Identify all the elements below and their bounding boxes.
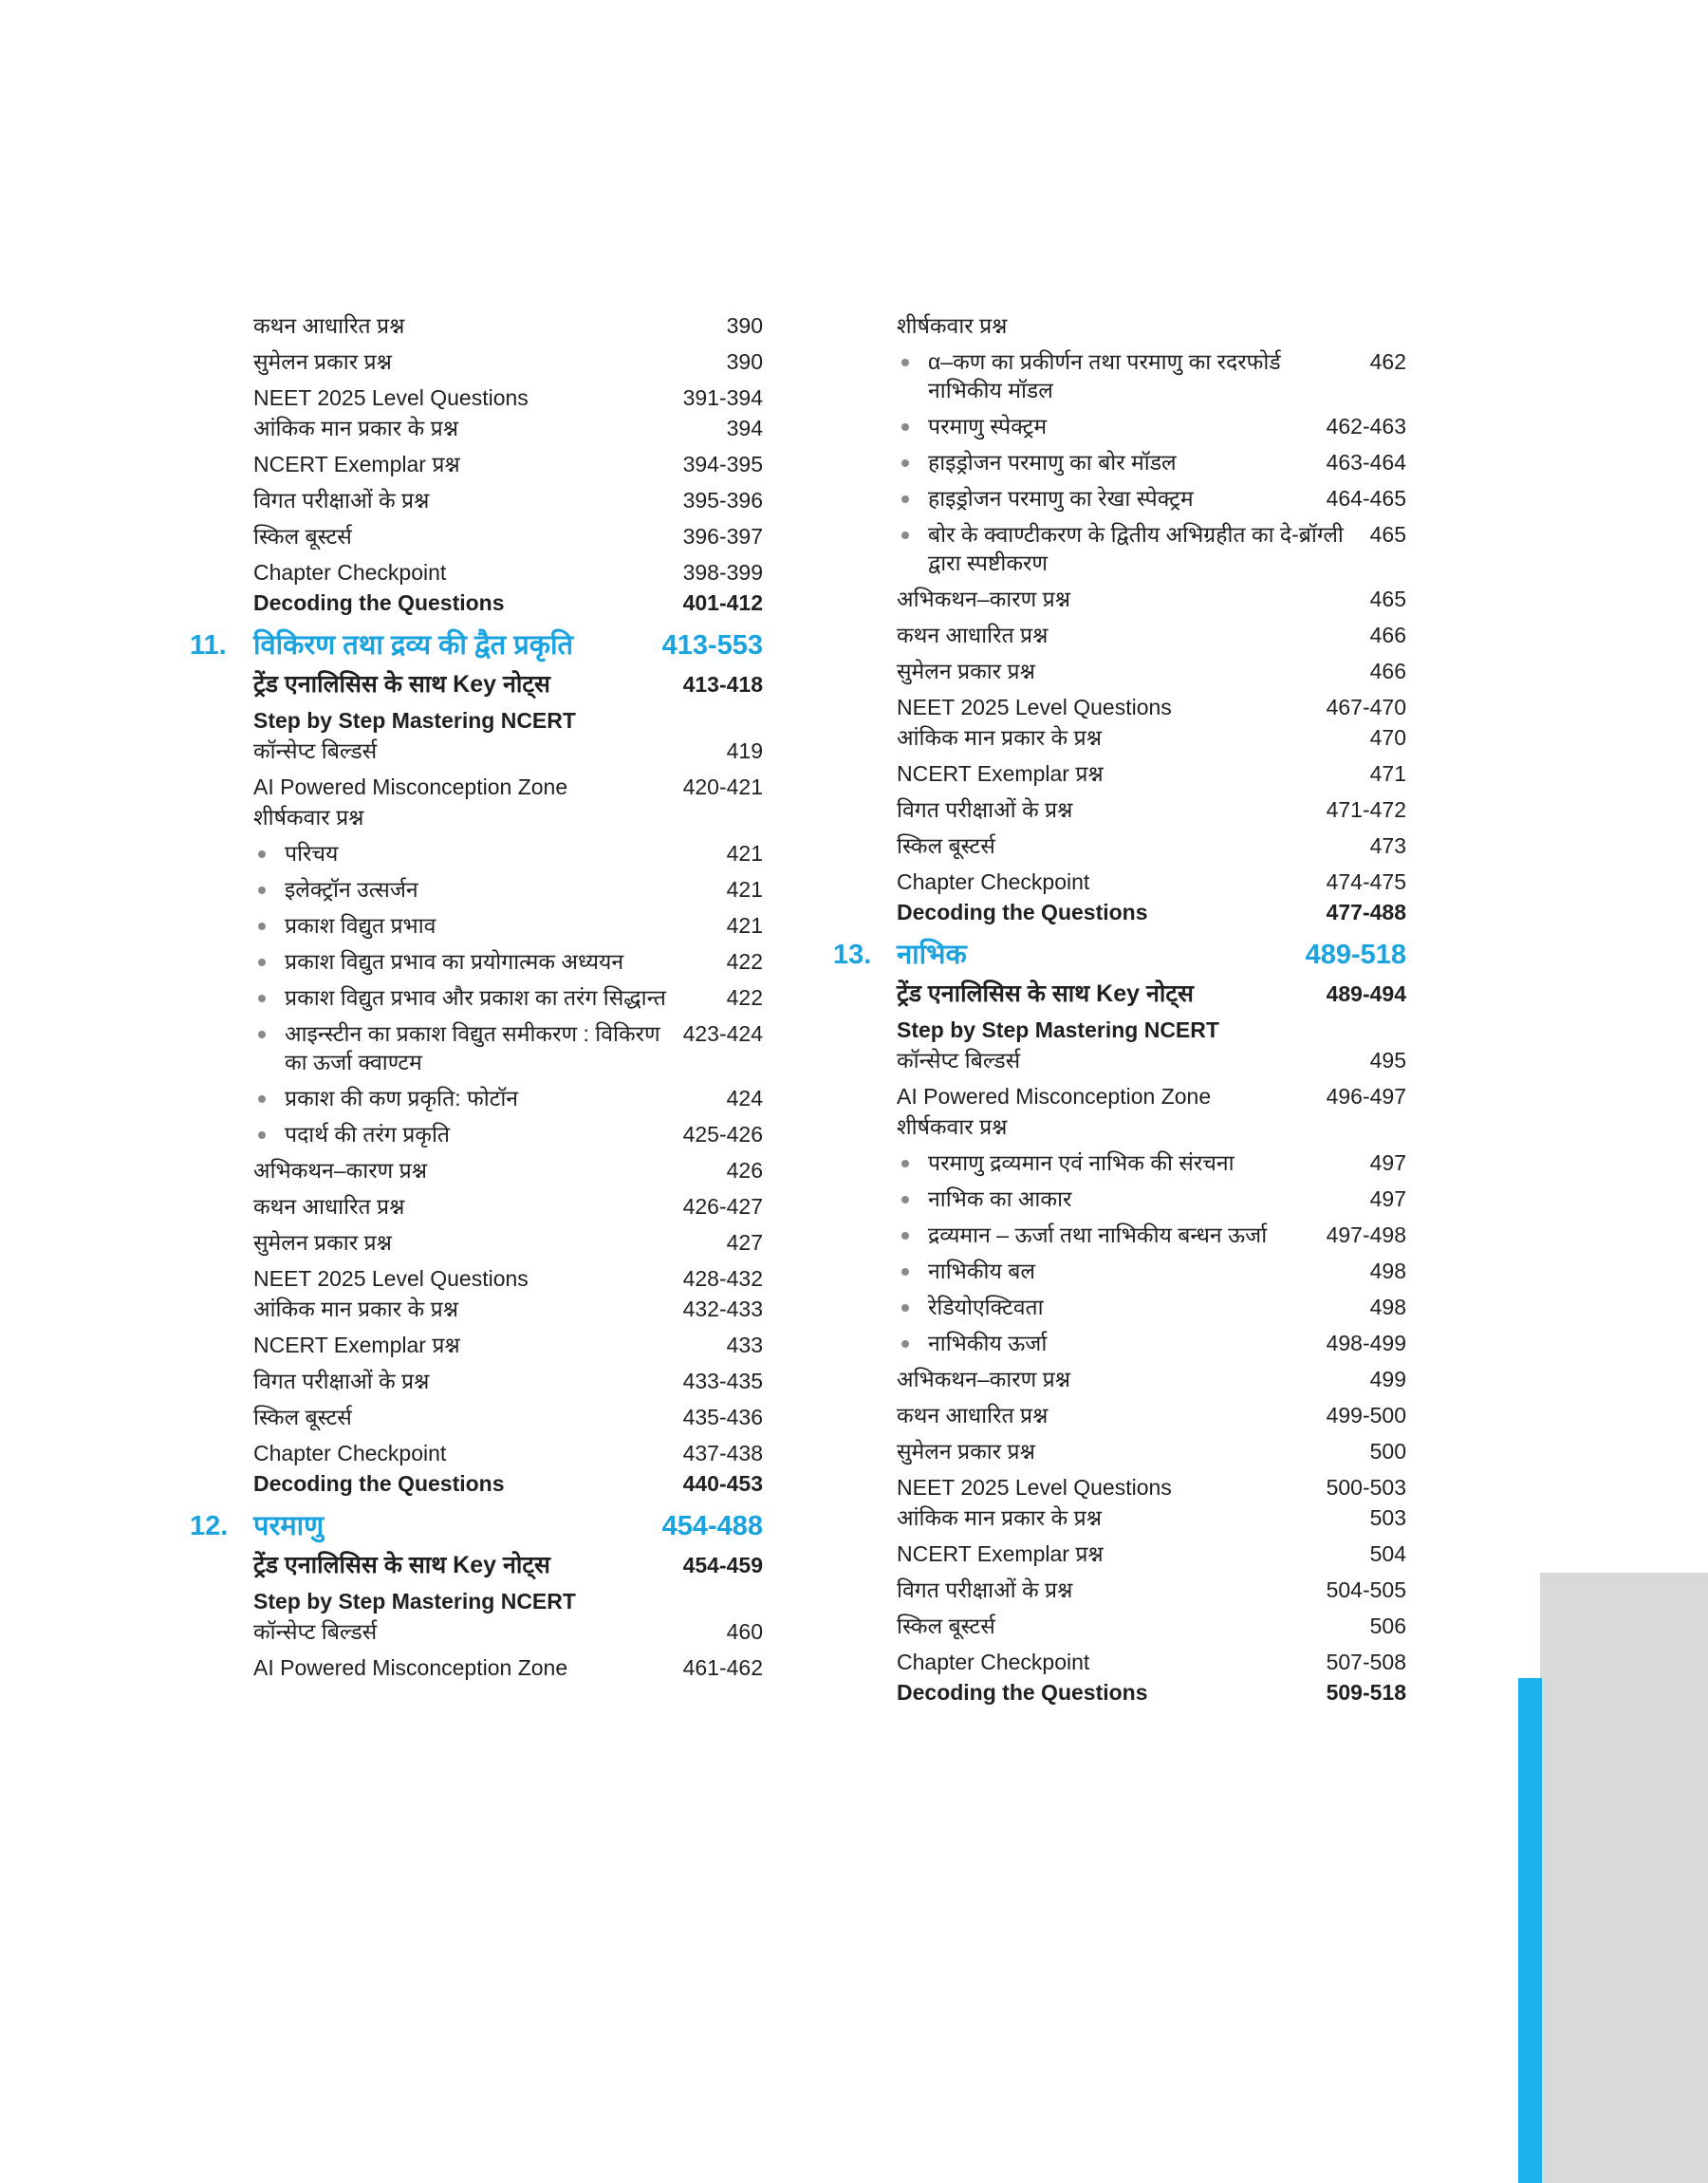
entry-title: आइन्स्टीन का प्रकाश विद्युत समीकरण : विकिरण का ऊर्जा क्वाण्टम — [190, 1019, 670, 1076]
entry-title: इलेक्ट्रॉन उत्सर्जन — [190, 875, 714, 904]
entry-title: स्किल बूस्टर्स — [897, 1614, 995, 1638]
entry-page: 390 — [726, 349, 763, 374]
entry-title: शीर्षकवार प्रश्न — [897, 313, 1008, 338]
entry-title: विगत परीक्षाओं के प्रश्न — [253, 1369, 430, 1393]
toc-bullet-item — [190, 1120, 763, 1148]
entry-page: 507-508 — [1326, 1650, 1406, 1674]
entry-page: 423-424 — [682, 1021, 763, 1046]
entry-title: सुमेलन प्रकार प्रश्न — [897, 1439, 1035, 1464]
entry-title: NEET 2025 Level Questions — [897, 1475, 1172, 1500]
entry-title: प्रकाश विद्युत प्रभाव का प्रयोगात्मक अध्ययन — [190, 947, 714, 976]
entry-page: 461-462 — [682, 1655, 763, 1680]
toc-bullet-item — [833, 484, 1406, 513]
entry-title: पदार्थ की तरंग प्रकृति — [190, 1120, 670, 1148]
toc-entry — [833, 1539, 1406, 1568]
entry-page: 419 — [726, 738, 763, 763]
toc-entry — [190, 1295, 763, 1323]
entry-page: 396-397 — [682, 524, 763, 549]
entry-title: NCERT Exemplar प्रश्न — [253, 1333, 460, 1357]
entry-page: 498 — [1369, 1259, 1406, 1283]
entry-title: Decoding the Questions — [253, 1471, 505, 1496]
toc-entry — [190, 670, 763, 699]
chapter-number: 11. — [190, 630, 227, 661]
toc-bullet-item — [190, 911, 763, 940]
toc-entry — [833, 795, 1406, 824]
entry-title: सुमेलन प्रकार प्रश्न — [897, 659, 1035, 683]
toc-entry — [833, 311, 1406, 340]
toc-entry — [833, 1082, 1406, 1110]
toc-bullet-item — [833, 1293, 1406, 1321]
entry-title: स्किल बूस्टर्स — [253, 524, 352, 549]
toc-entry — [833, 1112, 1406, 1141]
entry-page: 462-463 — [1326, 414, 1406, 438]
entry-title: कथन आधारित प्रश्न — [253, 313, 405, 338]
entry-title: Step by Step Mastering NCERT — [253, 708, 576, 733]
entry-page: 420-421 — [682, 774, 763, 799]
chapter-title: विकिरण तथा द्रव्य की द्वैत प्रकृति — [253, 630, 574, 661]
entry-page: 422 — [726, 985, 763, 1010]
toc-bullet-item — [190, 875, 763, 904]
entry-page: 460 — [726, 1619, 763, 1644]
toc-entry — [833, 1612, 1406, 1640]
toc-entry — [190, 347, 763, 376]
toc-bullet-item — [190, 1084, 763, 1112]
entry-title: कथन आधारित प्रश्न — [897, 1403, 1049, 1427]
toc-entry — [833, 1503, 1406, 1532]
entry-page: 498-499 — [1326, 1331, 1406, 1355]
entry-title: ट्रेंड एनालिसिस के साथ Key नोट्स — [253, 1552, 550, 1578]
toc-entry — [190, 558, 763, 587]
toc-entry — [833, 1046, 1406, 1074]
entry-title: स्किल बूस्टर्स — [253, 1405, 352, 1429]
toc-entry — [833, 1678, 1406, 1707]
entry-title: सुमेलन प्रकार प्रश्न — [253, 1230, 392, 1255]
entry-title: परमाणु स्पेक्ट्रम — [833, 412, 1313, 440]
entry-page: 496-497 — [1326, 1084, 1406, 1109]
toc-entry — [190, 1551, 763, 1579]
entry-page: 421 — [726, 841, 763, 866]
toc-entry — [190, 311, 763, 340]
entry-title: बोर के क्वाण्टीकरण के द्वितीय अभिग्रहीत का दे-ब्रॉग्ली द्वारा स्पष्टीकरण — [833, 520, 1357, 577]
entry-title: AI Powered Misconception Zone — [253, 774, 568, 799]
toc-entry — [190, 1156, 763, 1185]
entry-title: प्रकाश की कण प्रकृति: फोटॉन — [190, 1084, 714, 1112]
entry-page: 477-488 — [1326, 900, 1406, 924]
toc-bullet-item — [833, 412, 1406, 440]
chapter-title: परमाणु — [253, 1511, 325, 1541]
entry-page: 395-396 — [682, 488, 763, 513]
entry-title: NEET 2025 Level Questions — [897, 695, 1172, 719]
toc-entry — [190, 1331, 763, 1359]
entry-page: 500 — [1369, 1439, 1406, 1464]
toc-entry — [833, 621, 1406, 649]
entry-page: 454-459 — [682, 1553, 763, 1577]
entry-title: ट्रेंड एनालिसिस के साथ Key नोट्स — [253, 671, 550, 698]
entry-page: 497 — [1369, 1186, 1406, 1211]
entry-title: विगत परीक्षाओं के प्रश्न — [897, 797, 1073, 822]
toc-entry — [190, 1264, 763, 1293]
entry-page: 498 — [1369, 1295, 1406, 1319]
chapter-heading — [190, 1509, 763, 1543]
toc-entry — [190, 1228, 763, 1257]
toc-entry — [833, 868, 1406, 896]
entry-title: NCERT Exemplar प्रश्न — [897, 1541, 1104, 1566]
entry-title: Chapter Checkpoint — [897, 1650, 1090, 1674]
entry-title: कथन आधारित प्रश्न — [253, 1194, 405, 1219]
entry-title: NCERT Exemplar प्रश्न — [253, 452, 460, 476]
entry-title: रेडियोएक्टिवता — [833, 1293, 1357, 1321]
entry-title: Decoding the Questions — [253, 590, 505, 615]
entry-page: 425-426 — [682, 1122, 763, 1147]
toc-entry — [190, 1469, 763, 1498]
toc-entry — [833, 723, 1406, 752]
entry-title: विगत परीक्षाओं के प्रश्न — [253, 488, 430, 513]
entry-page: 497-498 — [1326, 1222, 1406, 1247]
entry-page: 466 — [1369, 659, 1406, 683]
toc-entry — [190, 1192, 763, 1221]
toc-entry — [190, 1439, 763, 1467]
entry-title: हाइड्रोजन परमाणु का बोर मॉडल — [833, 448, 1313, 476]
entry-title: NEET 2025 Level Questions — [253, 1266, 529, 1291]
entry-title: परिचय — [190, 839, 714, 868]
toc-entry — [190, 486, 763, 514]
entry-title: आंकिक मान प्रकार के प्रश्न — [253, 416, 458, 440]
entry-title: Chapter Checkpoint — [253, 1441, 447, 1465]
entry-title: आंकिक मान प्रकार के प्रश्न — [897, 1505, 1102, 1530]
toc-right-column — [833, 311, 1406, 1714]
entry-title: द्रव्यमान – ऊर्जा तथा नाभिकीय बन्धन ऊर्जा — [833, 1221, 1313, 1249]
entry-page: 471-472 — [1326, 797, 1406, 822]
entry-title: शीर्षकवार प्रश्न — [897, 1114, 1008, 1139]
toc-entry — [833, 1473, 1406, 1502]
toc-bullet-item — [833, 1148, 1406, 1177]
toc-left-column — [190, 311, 763, 1689]
toc-entry — [833, 585, 1406, 613]
toc-entry — [190, 450, 763, 478]
entry-title: कथन आधारित प्रश्न — [897, 623, 1049, 647]
entry-title: NCERT Exemplar प्रश्न — [897, 761, 1104, 786]
entry-title: सुमेलन प्रकार प्रश्न — [253, 349, 392, 374]
toc-bullet-item — [833, 1221, 1406, 1249]
toc-entry — [833, 657, 1406, 685]
entry-page: 394 — [726, 416, 763, 440]
entry-page: 394-395 — [682, 452, 763, 476]
entry-page: 500-503 — [1326, 1475, 1406, 1500]
entry-title: Step by Step Mastering NCERT — [897, 1017, 1219, 1042]
entry-page: 471 — [1369, 761, 1406, 786]
entry-title: अभिकथन–कारण प्रश्न — [897, 587, 1071, 611]
toc-entry — [833, 759, 1406, 788]
toc-entry — [833, 898, 1406, 926]
entry-page: 391-394 — [682, 385, 763, 410]
entry-page: 467-470 — [1326, 695, 1406, 719]
entry-page: 504-505 — [1326, 1577, 1406, 1602]
entry-title: नाभिकीय बल — [833, 1257, 1357, 1285]
chapter-heading — [190, 628, 763, 662]
toc-entry — [833, 831, 1406, 860]
toc-entry — [833, 693, 1406, 721]
entry-title: नाभिक का आकार — [833, 1185, 1357, 1213]
toc-entry — [833, 1576, 1406, 1604]
toc-bullet-item — [833, 347, 1406, 404]
side-tab-blue — [1518, 1678, 1542, 2183]
entry-page: 437-438 — [682, 1441, 763, 1465]
chapter-number: 13. — [833, 940, 872, 970]
chapter-heading — [833, 938, 1406, 972]
entry-page: 464-465 — [1326, 486, 1406, 511]
entry-title: NEET 2025 Level Questions — [253, 385, 529, 410]
entry-page: 503 — [1369, 1505, 1406, 1530]
entry-title: नाभिकीय ऊर्जा — [833, 1329, 1313, 1357]
entry-page: 422 — [726, 949, 763, 974]
toc-entry — [190, 1367, 763, 1395]
chapter-pages: 489-518 — [1305, 940, 1406, 970]
entry-page: 470 — [1369, 725, 1406, 750]
entry-title: AI Powered Misconception Zone — [253, 1655, 568, 1680]
entry-title: कॉन्सेप्ट बिल्डर्स — [253, 738, 378, 763]
toc-entry — [190, 414, 763, 442]
toc-bullet-item — [833, 520, 1406, 577]
entry-title: कॉन्सेप्ट बिल्डर्स — [253, 1619, 378, 1644]
toc-bullet-item — [190, 947, 763, 976]
entry-page: 435-436 — [682, 1405, 763, 1429]
entry-title: कॉन्सेप्ट बिल्डर्स — [897, 1048, 1021, 1073]
entry-title: आंकिक मान प्रकार के प्रश्न — [253, 1297, 458, 1321]
entry-page: 433-435 — [682, 1369, 763, 1393]
entry-page: 465 — [1369, 587, 1406, 611]
toc-entry — [190, 1617, 763, 1646]
entry-title: अभिकथन–कारण प्रश्न — [897, 1367, 1071, 1391]
chapter-pages: 413-553 — [661, 630, 763, 661]
entry-title: हाइड्रोजन परमाणु का रेखा स्पेक्ट्रम — [833, 484, 1313, 513]
entry-title: Step by Step Mastering NCERT — [253, 1589, 576, 1614]
toc-entry — [833, 1401, 1406, 1429]
entry-page: 427 — [726, 1230, 763, 1255]
entry-page: 497 — [1369, 1150, 1406, 1175]
chapter-pages: 454-488 — [661, 1511, 763, 1541]
entry-title: शीर्षकवार प्रश्न — [253, 805, 364, 830]
entry-page: 398-399 — [682, 560, 763, 585]
entry-page: 401-412 — [682, 590, 763, 615]
entry-title: परमाणु द्रव्यमान एवं नाभिक की संरचना — [833, 1148, 1357, 1177]
toc-entry — [833, 1437, 1406, 1465]
entry-page: 421 — [726, 913, 763, 938]
entry-page: 474-475 — [1326, 869, 1406, 894]
toc-bullet-item — [833, 1257, 1406, 1285]
entry-page: 495 — [1369, 1048, 1406, 1073]
entry-page: 473 — [1369, 833, 1406, 858]
entry-page: 413-418 — [682, 672, 763, 697]
entry-title: Decoding the Questions — [897, 900, 1148, 924]
toc-bullet-item — [833, 1185, 1406, 1213]
entry-page: 509-518 — [1326, 1680, 1406, 1705]
entry-title: AI Powered Misconception Zone — [897, 1084, 1212, 1109]
entry-title: Chapter Checkpoint — [897, 869, 1090, 894]
entry-page: 499-500 — [1326, 1403, 1406, 1427]
toc-entry — [190, 1653, 763, 1682]
side-tab-gray — [1540, 1573, 1708, 2183]
entry-page: 499 — [1369, 1367, 1406, 1391]
entry-page: 463-464 — [1326, 450, 1406, 475]
toc-entry — [190, 522, 763, 550]
toc-entry — [833, 980, 1406, 1008]
toc-entry — [190, 803, 763, 831]
toc-bullet-item — [833, 448, 1406, 476]
entry-page: 426-427 — [682, 1194, 763, 1219]
chapter-number: 12. — [190, 1511, 229, 1541]
entry-page: 432-433 — [682, 1297, 763, 1321]
toc-entry — [833, 1648, 1406, 1676]
entry-title: α–कण का प्रकीर्णन तथा परमाणु का रदरफोर्ड नाभिकीय मॉडल — [833, 347, 1357, 404]
entry-title: Decoding the Questions — [897, 1680, 1148, 1705]
entry-page: 466 — [1369, 623, 1406, 647]
entry-page: 428-432 — [682, 1266, 763, 1291]
entry-title: अभिकथन–कारण प्रश्न — [253, 1158, 428, 1183]
entry-title: आंकिक मान प्रकार के प्रश्न — [897, 725, 1102, 750]
entry-title: प्रकाश विद्युत प्रभाव और प्रकाश का तरंग सिद्धान्त — [190, 983, 714, 1012]
toc-entry — [190, 706, 763, 735]
toc-entry — [190, 1587, 763, 1615]
toc-bullet-item — [190, 1019, 763, 1076]
toc-bullet-item — [190, 983, 763, 1012]
toc-entry — [833, 1365, 1406, 1393]
entry-title: विगत परीक्षाओं के प्रश्न — [897, 1577, 1073, 1602]
toc-bullet-item — [190, 839, 763, 868]
entry-title: प्रकाश विद्युत प्रभाव — [190, 911, 714, 940]
toc-entry — [190, 383, 763, 412]
entry-title: ट्रेंड एनालिसिस के साथ Key नोट्स — [897, 980, 1194, 1007]
entry-page: 390 — [726, 313, 763, 338]
entry-page: 506 — [1369, 1614, 1406, 1638]
entry-page: 440-453 — [682, 1471, 763, 1496]
entry-title: स्किल बूस्टर्स — [897, 833, 995, 858]
entry-page: 421 — [726, 877, 763, 902]
entry-page: 426 — [726, 1158, 763, 1183]
entry-page: 462 — [1369, 349, 1406, 374]
entry-page: 489-494 — [1326, 981, 1406, 1006]
chapter-title: नाभिक — [897, 940, 967, 970]
toc-entry — [190, 737, 763, 765]
toc-entry — [190, 773, 763, 801]
toc-entry — [833, 1016, 1406, 1044]
entry-page: 465 — [1369, 522, 1406, 547]
toc-entry — [190, 588, 763, 617]
toc-bullet-item — [833, 1329, 1406, 1357]
entry-title: Chapter Checkpoint — [253, 560, 447, 585]
entry-page: 433 — [726, 1333, 763, 1357]
entry-page: 424 — [726, 1086, 763, 1110]
entry-page: 504 — [1369, 1541, 1406, 1566]
toc-entry — [190, 1403, 763, 1431]
